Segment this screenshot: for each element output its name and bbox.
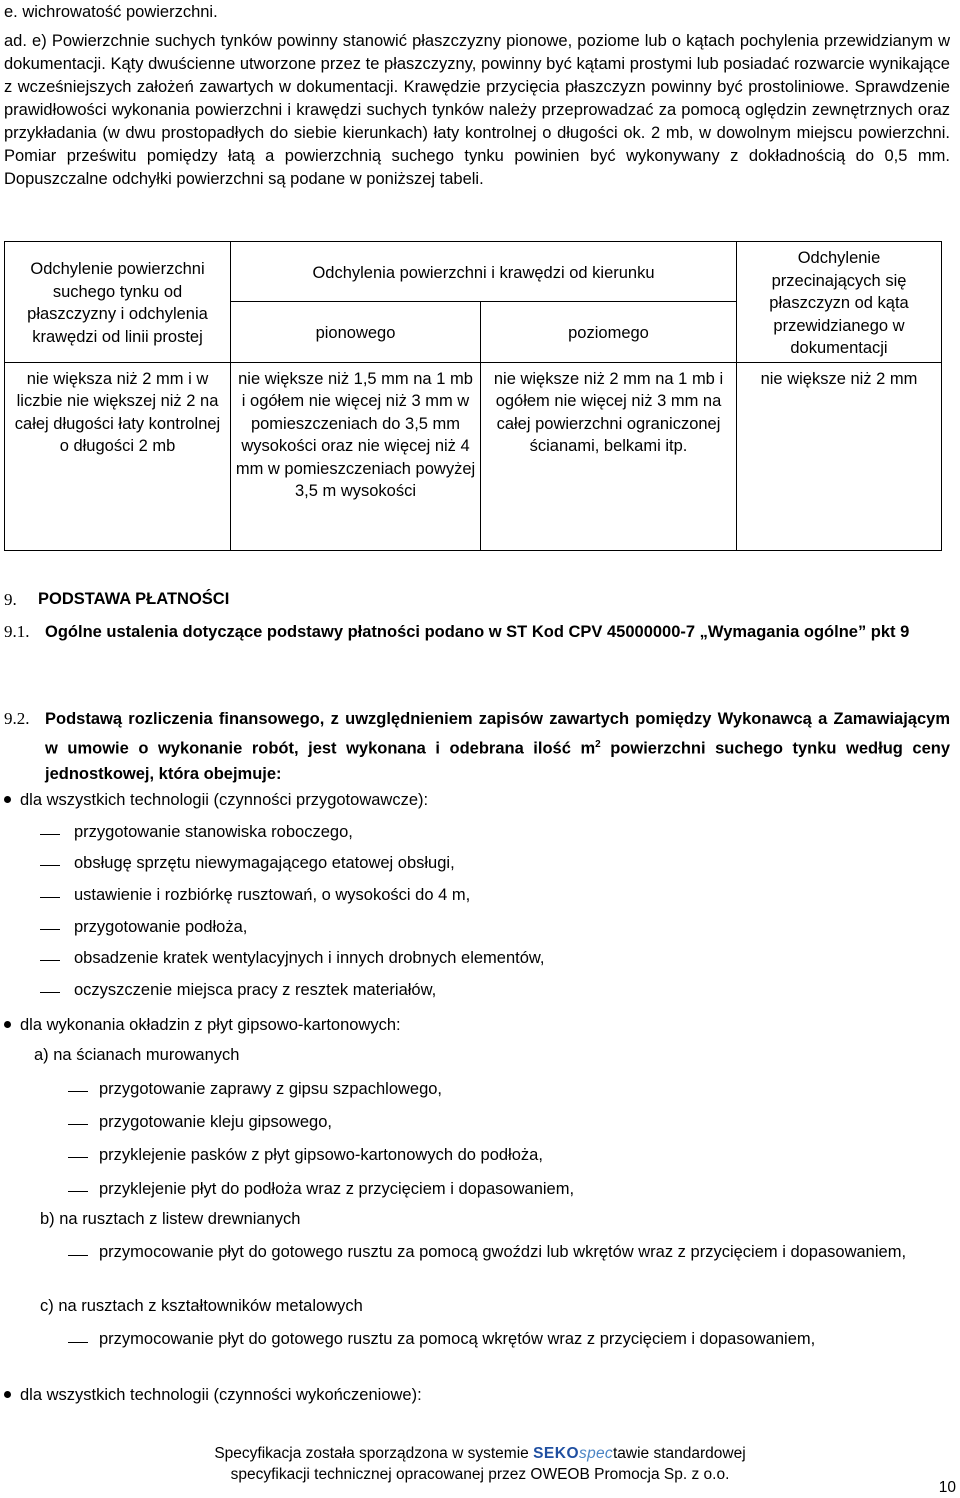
- dash-icon: [68, 1157, 88, 1158]
- footer-line-2: specyfikacji technicznej opracowanej przez OWEOB Promocja Sp. z o.o.: [230, 1466, 730, 1483]
- intro-line: e. wichrowatość powierzchni.: [4, 3, 218, 21]
- list-item: przygotowanie podłoża,: [74, 918, 248, 936]
- list-item: ustawienie i rozbiórkę rusztowań, o wysokości do 4 m,: [74, 886, 471, 904]
- table-header-surface: Odchylenie powierzchni suchego tynku od płaszczyzny i odchylenia krawędzi od linii prostej: [5, 242, 231, 363]
- page-number: 10: [938, 1479, 956, 1496]
- sub-c-label: c) na rusztach z kształtowników metalowych: [40, 1297, 363, 1315]
- bullet-boards: dla wykonania okładzin z płyt gipsowo-kartonowych:: [4, 1014, 401, 1036]
- dash-icon: [68, 1124, 88, 1125]
- footer-line-1: Specyfikacja została sporządzona w systemie SEKOspectawie standardowej: [214, 1445, 746, 1462]
- list-item: przyklejenie płyt do podłoża wraz z przycięciem i dopasowaniem,: [99, 1180, 575, 1198]
- dash-icon: [68, 1191, 88, 1192]
- tolerance-table: [4, 241, 942, 551]
- list-item: przygotowanie zaprawy z gipsu szpachlowego,: [99, 1080, 443, 1098]
- section-number: 9.: [4, 590, 17, 609]
- dash-icon: [40, 929, 60, 930]
- list-item: przymocowanie płyt do gotowego rusztu za pomocą gwoździ lub wkrętów wraz z przycięciem i dopasowaniem,: [99, 1243, 907, 1261]
- dash-icon: [40, 897, 60, 898]
- list-item: przygotowanie stanowiska roboczego,: [74, 823, 353, 841]
- dash-icon: [40, 992, 60, 993]
- dash-icon: [68, 1255, 88, 1256]
- list-item: przyklejenie pasków z płyt gipsowo-kartonowych do podłoża,: [99, 1146, 543, 1164]
- table-header-angle: Odchylenie przecinających się płaszczyzn od kąta przewidzianego w dokumentacji: [737, 242, 942, 363]
- table-header-vertical: pionowego: [231, 301, 481, 362]
- list-item: obsadzenie kratek wentylacyjnych i innych drobnych elementów,: [74, 949, 545, 967]
- sub-b-label: b) na rusztach z listew drewnianych: [40, 1210, 301, 1228]
- subsection-9-1-number: 9.1.: [4, 622, 30, 641]
- table-header-horizontal: poziomego: [481, 301, 737, 362]
- dash-icon: [40, 960, 60, 961]
- sekospec-logo: SEKOspec: [533, 1445, 613, 1462]
- section-title: PODSTAWA PŁATNOŚCI: [38, 590, 230, 608]
- list-item: przygotowanie kleju gipsowego,: [99, 1113, 332, 1131]
- bullet-icon: [4, 1391, 11, 1398]
- bullet-icon: [4, 1021, 11, 1028]
- bullet-icon: [4, 796, 11, 803]
- sub-a-label: a) na ścianach murowanych: [34, 1046, 240, 1064]
- dash-icon: [68, 1091, 88, 1092]
- subsection-9-2-text: Podstawą rozliczenia finansowego, z uwzględnieniem zapisów zawartych pomiędzy Wykonawcą a Zamawiającym w umowie o wykonanie robót, jest wykonana i odebrana ilość $m^2$ powierzchni suchego tynku według ceny jednostkowej, która obejmuje:: [45, 710, 950, 783]
- table-cell-horizontal: nie większe niż 2 mm na 1 mb i ogółem nie więcej niż 3 mm na całej powierzchni ograniczonej ścianami, belkami itp.: [481, 362, 737, 551]
- list-item: oczyszczenie miejsca pracy z resztek materiałów,: [74, 981, 437, 999]
- table-cell-angle: nie większe niż 2 mm: [737, 362, 942, 551]
- dash-icon: [40, 865, 60, 866]
- bullet-finishing: dla wszystkich technologii (czynności wykończeniowe):: [4, 1384, 422, 1406]
- dash-icon: [68, 1342, 88, 1343]
- table-cell-surface: nie większa niż 2 mm i w liczbie nie większej niż 2 na całej długości łaty kontrolnej o długości 2 mb: [5, 362, 231, 551]
- list-item: obsługę sprzętu niewymagającego etatowej obsługi,: [74, 854, 455, 872]
- tolerance-paragraph: ad. e) Powierzchnie suchych tynków powinny stanowić płaszczyzny pionowe, poziome lub o kątach pochylenia przewidzianym w dokumentacji. Kąty dwuścienne utworzone przez te płaszczyzny, powinny być kątami prostymi lub posiadać rozwarcie wynikające z wcześniejszych założeń zawartych w dokumentacji. Krawędzie przycięcia płaszczyzn powinny być prostoliniowe. Sprawdzenie prawidłowości wykonania powierzchni i krawędzi suchych tynków należy przeprowadzać za pomocą oględzin zewnętrznych oraz przykładania (w dwu prostopadłych do siebie kierunkach) łaty kontrolnej o długości ok. 2 mb, w dowolnym miejscu powierzchni. Pomiar prześwitu pomiędzy łatą a powierzchnią suchego tynku powinien być wykonywany z dokładnością do 0,5 mm. Dopuszczalne odchyłki powierzchni są podane w poniższej tabeli.: [4, 32, 950, 188]
- table-header-direction: Odchylenia powierzchni i krawędzi od kierunku: [231, 242, 737, 302]
- table-cell-vertical: nie większe niż 1,5 mm na 1 mb i ogółem nie więcej niż 3 mm w pomieszczeniach do 3,5 mm wysokości oraz nie więcej niż 4 mm w pomieszczeniach powyżej 3,5 m wysokości: [231, 362, 481, 551]
- list-item: przymocowanie płyt do gotowego rusztu za pomocą wkrętów wraz z przycięciem i dopasowaniem,: [99, 1330, 816, 1348]
- subsection-9-1-text: Ogólne ustalenia dotyczące podstawy płatności podano w ST Kod CPV 45000000-7 „Wymagania ogólne” pkt 9: [45, 623, 910, 641]
- bullet-prep: dla wszystkich technologii (czynności przygotowawcze):: [4, 789, 428, 811]
- subsection-9-2-number: 9.2.: [4, 709, 30, 728]
- dash-icon: [40, 834, 60, 835]
